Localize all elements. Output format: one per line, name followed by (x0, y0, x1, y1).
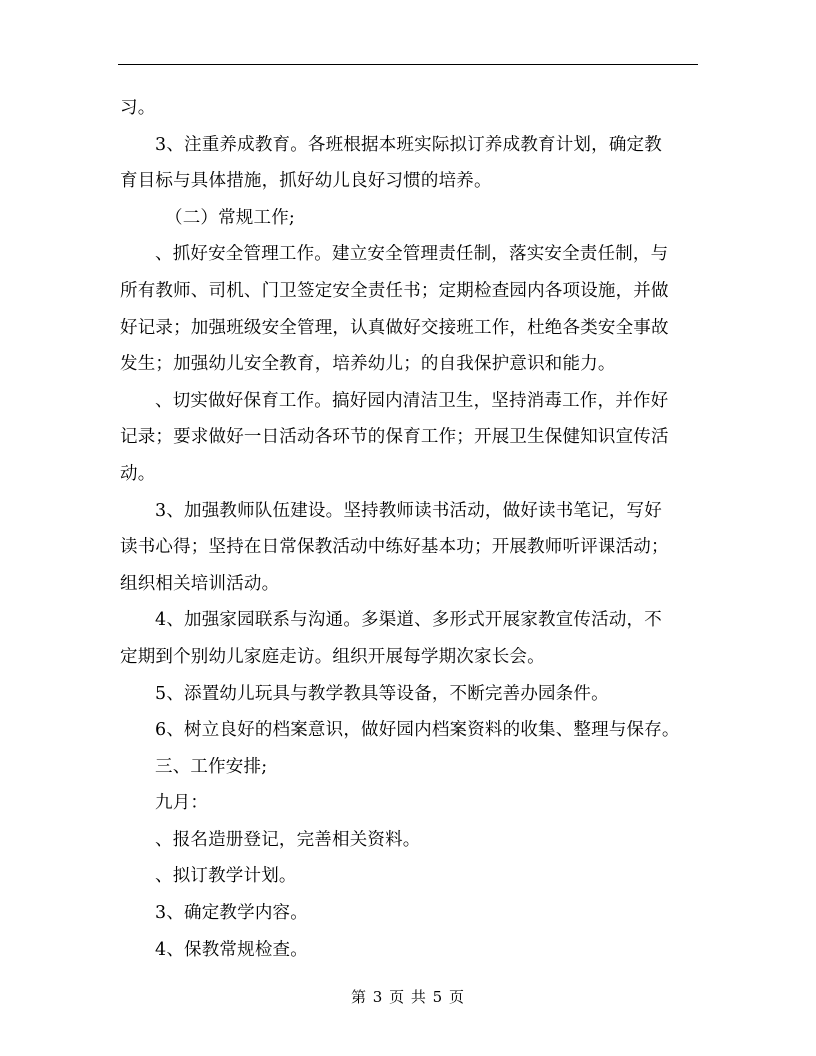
text-line: 发生；加强幼儿安全教育，培养幼儿；的自我保护意识和能力。 (120, 354, 616, 375)
text-line: 3、加强教师队伍建设。坚持教师读书活动，做好读书笔记，写好 (155, 500, 662, 521)
list-item: 、拟订教学计划。 (155, 866, 297, 887)
section-heading: （二）常规工作; (165, 207, 295, 228)
text-line: 育目标与具体措施，抓好幼儿良好习惯的培养。 (120, 171, 492, 192)
text-line: 、切实做好保育工作。搞好园内清洁卫生，坚持消毒工作，并作好 (155, 390, 669, 411)
text-line: 6、树立良好的档案意识，做好园内档案资料的收集、整理与保存。 (155, 720, 680, 741)
text-line: 、抓好安全管理工作。建立安全管理责任制，落实安全责任制，与 (155, 244, 669, 265)
text-line: 动。 (120, 463, 156, 484)
section-heading: 三、工作安排; (155, 756, 268, 777)
text-line: 组织相关培训活动。 (120, 573, 280, 594)
page-number-footer: 第 3 页 共 5 页 (351, 988, 465, 1006)
month-heading: 九月： (155, 793, 209, 814)
text-line: 3、注重养成教育。各班根据本班实际拟订养成教育计划，确定教 (155, 134, 662, 155)
text-line: 习。 (120, 98, 156, 118)
list-item: 4、保教常规检查。 (155, 939, 308, 960)
text-line: 读书心得；坚持在日常保教活动中练好基本功；开展教师听评课活动； (120, 537, 669, 558)
text-line: 所有教师、司机、门卫签定安全责任书；定期检查园内各项设施，并做 (120, 280, 669, 301)
text-line: 定期到个别幼儿家庭走访。组织开展每学期次家长会。 (120, 646, 545, 667)
header-rule (118, 64, 698, 65)
text-line: 5、添置幼儿玩具与教学教具等设备，不断完善办园条件。 (155, 683, 609, 704)
document-body (120, 90, 696, 968)
list-item: 、报名造册登记，完善相关资料。 (155, 829, 421, 850)
list-item: 3、确定教学内容。 (155, 903, 308, 924)
text-line: 记录；要求做好一日活动各环节的保育工作；开展卫生保健知识宣传活 (120, 427, 669, 448)
text-line: 4、加强家园联系与沟通。多渠道、多形式开展家教宣传活动，不 (155, 610, 662, 631)
text-line: 好记录；加强班级安全管理，认真做好交接班工作，杜绝各类安全事故 (120, 317, 669, 338)
